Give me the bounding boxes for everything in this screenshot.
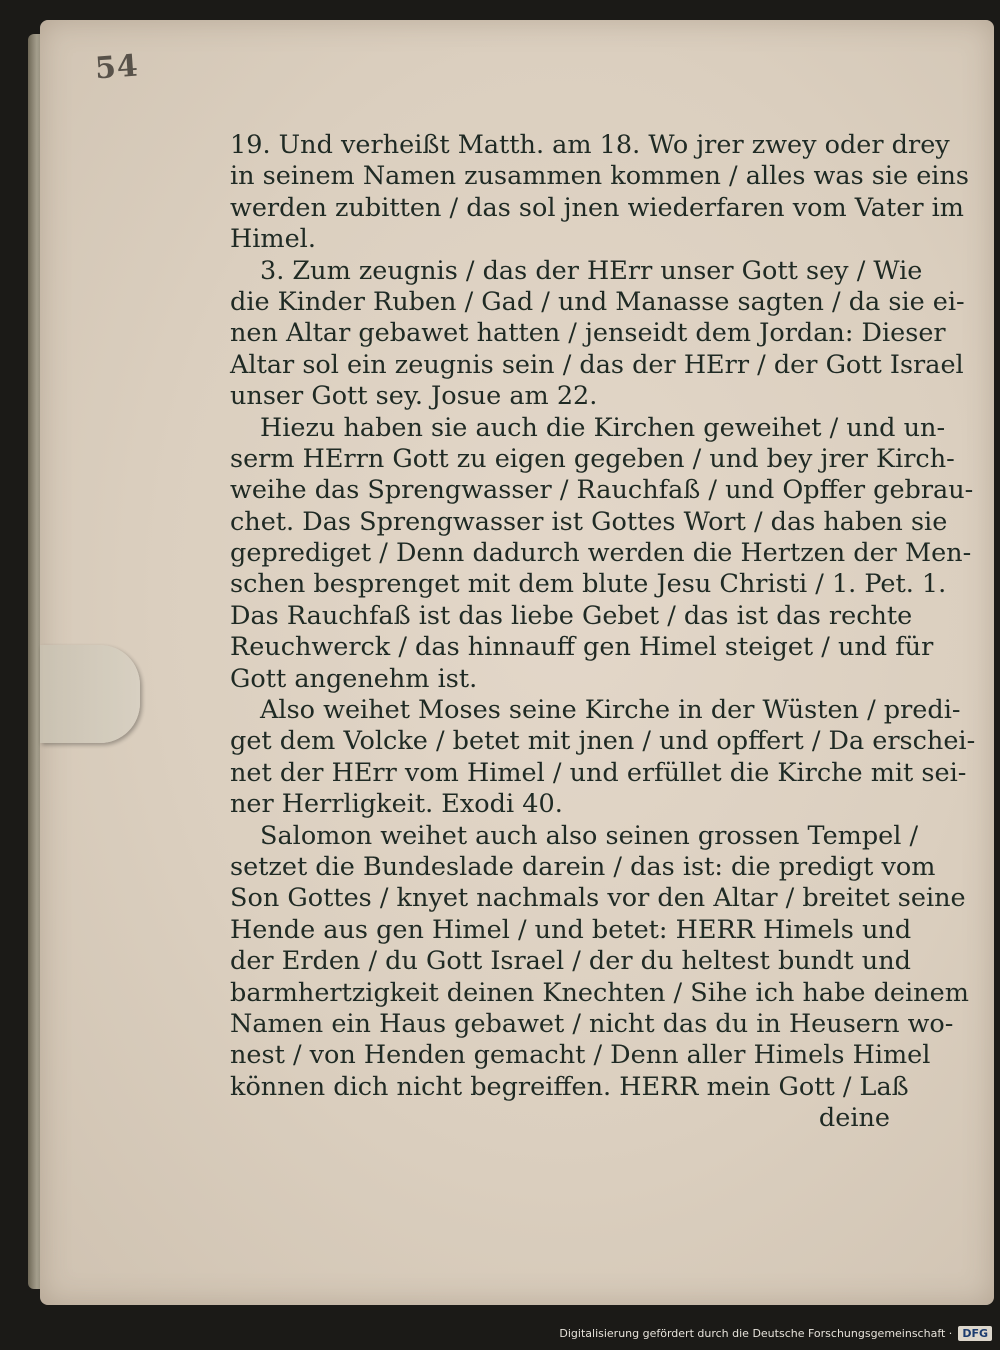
text-line: 19. Und verheißt Matth. am 18. Wo jrer zwey oder drey	[230, 130, 950, 160]
text-line: Das Rauchfaß ist das liebe Gebet / das ist das rechte	[230, 600, 913, 631]
bookmark-tab	[40, 645, 140, 743]
catchword: deine	[818, 1103, 890, 1134]
text-line: serm HErrn Gott zu eigen gegeben / und bey jrer Kirch-	[230, 443, 955, 474]
text-line: Himel.	[230, 224, 316, 255]
text-line: werden zubitten / das sol jnen wiederfaren vom Vater im	[230, 192, 964, 223]
text-line: Son Gottes / knyet nachmals vor den Altar / breitet seine	[230, 883, 966, 914]
dfg-logo[interactable]: DFG	[958, 1326, 992, 1341]
text-line: die Kinder Ruben / Gad / und Manasse sagten / da sie ei-	[230, 286, 965, 317]
text-line: Reuchwerck / das hinnauff gen Himel steiget / und für	[230, 632, 934, 663]
text-line: setzet die Bundeslade darein / das ist: die predigt vom	[230, 851, 936, 882]
text-line: der Erden / du Gott Israel / der du heltest bundt und	[230, 946, 911, 977]
text-line: Hende aus gen Himel / und betet: HERR Himels und	[230, 914, 912, 945]
text-line: schen besprenget mit dem blute Jesu Christi / 1. Pet. 1.	[230, 569, 947, 600]
text-line: nest / von Henden gemacht / Denn aller Himels Himel	[230, 1040, 931, 1071]
text-line: Salomon weihet auch also seinen grossen Tempel /	[260, 820, 919, 851]
text-line: get dem Volcke / betet mit jnen / und opffert / Da erschei-	[230, 726, 976, 757]
text-line: unser Gott sey. Josue am 22.	[230, 381, 598, 412]
text-line: können dich nicht begreiffen. HERR mein Gott / Laß	[230, 1071, 909, 1102]
text-line: chet. Das Sprengwasser ist Gottes Wort / das haben sie	[230, 506, 948, 537]
text-line: Namen ein Haus gebawet / nicht das du in Heusern wo-	[230, 1008, 954, 1039]
text-line: ner Herrligkeit. Exodi 40.	[230, 789, 563, 820]
footer	[559, 1322, 992, 1344]
text-line: Also weihet Moses seine Kirche in der Wüsten / predi-	[260, 695, 961, 726]
text-line: geprediget / Denn dadurch werden die Hertzen der Men-	[230, 538, 972, 569]
text-line: Hiezu haben sie auch die Kirchen geweihet / und un-	[260, 412, 946, 443]
text-line: Altar sol ein zeugnis sein / das der HErr / der Gott Israel	[230, 349, 964, 380]
text-line: in seinem Namen zusammen kommen / alles was sie eins	[230, 161, 969, 192]
text-line: barmhertzigkeit deinen Knechten / Sihe ich habe deinem	[230, 977, 969, 1008]
text-line: 3. Zum zeugnis / das der HErr unser Gott sey / Wie	[260, 255, 923, 286]
text-line: weihe das Sprengwasser / Rauchfaß / und Opffer gebrau-	[230, 475, 974, 506]
text-line: nen Altar gebawet hatten / jenseidt dem Jordan: Dieser	[230, 318, 946, 349]
page-number: 54	[93, 48, 140, 87]
body-text	[230, 130, 976, 1135]
text-line: net der HErr vom Himel / und erfüllet die Kirche mit sei-	[230, 757, 967, 788]
text-line: Gott angenehm ist.	[230, 663, 478, 694]
footer-credit: Digitalisierung gefördert durch die Deutsche Forschungsgemeinschaft ·	[559, 1326, 953, 1340]
